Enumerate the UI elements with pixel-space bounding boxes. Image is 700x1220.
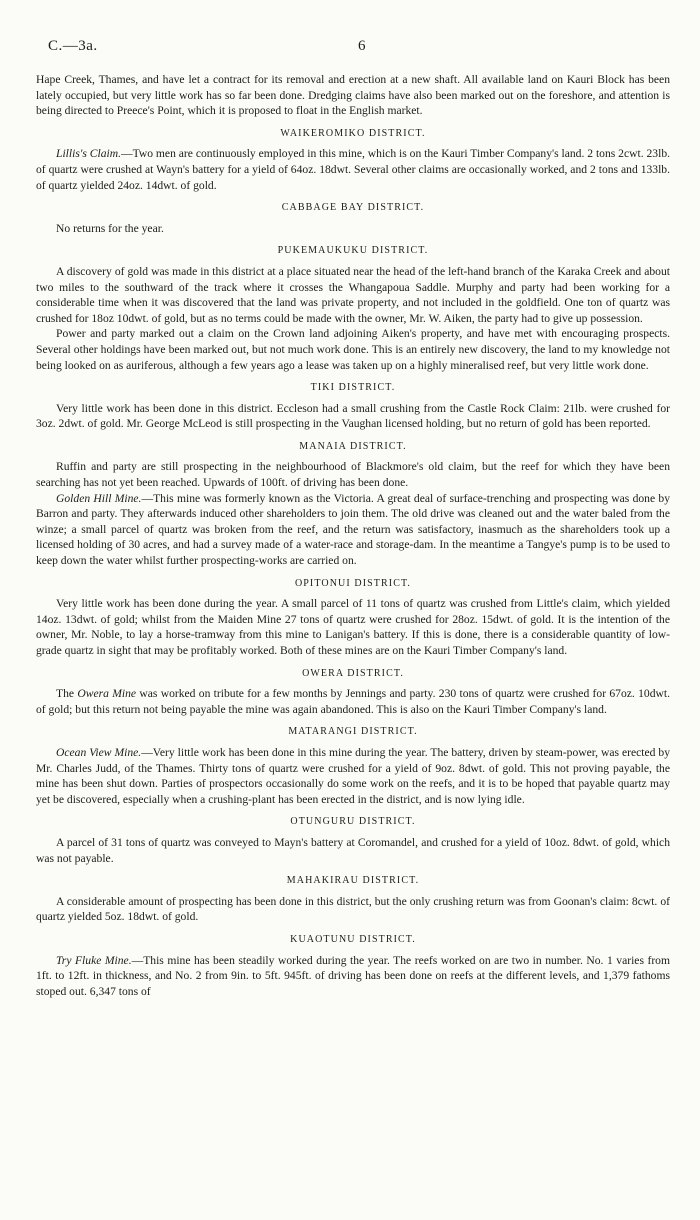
paragraph-text: —Very little work has been done in this mine during the year. The battery, driven by steam-power, was erected by Mr. Charles Judd, of the Thames. Thirty tons of quartz were crushed for a yield of 9oz. 8dwt. of gold. This not proving payable, the mine has been shut down. Parties of prospectors occasionally do some work on the reefs, and it is to be hoped that payable quartz may yet be discovered, especially when a crushing-plant has been erected in the district, and is now lying idle. <box>36 745 670 806</box>
paragraph <box>36 401 670 432</box>
paragraph <box>36 146 670 193</box>
paragraph-text: No returns for the year. <box>56 221 164 235</box>
paragraph <box>36 835 670 866</box>
paragraph <box>36 264 670 326</box>
paragraph <box>36 221 670 237</box>
paragraph-text: was worked on tribute for a few months by Jennings and party. 230 tons of quartz were crushed for 67oz. 10dwt. of gold; but this return not being payable the mine was again abandoned. This is also on the Kauri Timber Company's land. <box>36 687 670 716</box>
paragraph-text: A considerable amount of prospecting has been done in this district, but the only crushing return was from Goonan's claim: 8cwt. of quartz yielded 5oz. 18dwt. of gold. <box>36 894 670 924</box>
page-header <box>36 38 670 72</box>
paragraph <box>36 491 670 569</box>
district-heading: CABBAGE BAY DISTRICT. <box>281 202 425 214</box>
district-heading: OTUNGURU DISTRICT. <box>290 816 416 828</box>
district-heading: PUKEMAUKUKU DISTRICT. <box>277 245 429 257</box>
page-number: 6 <box>358 38 366 54</box>
paragraph-text: A parcel of 31 tons of quartz was conveyed to Mayn's battery at Coromandel, and crushed for a yield of 10oz. 8dwt. of gold, which was not payable. <box>36 835 670 865</box>
paragraph-pre-text: The <box>56 687 78 701</box>
district-heading: TIKI DISTRICT. <box>310 382 396 394</box>
district-heading: MATARANGI DISTRICT. <box>288 726 418 738</box>
paragraph <box>36 72 670 119</box>
mine-name: Golden Hill Mine. <box>56 491 142 505</box>
district-heading: OWERA DISTRICT. <box>302 667 404 679</box>
paragraph-text: Ruffin and party are still prospecting in the neighbourhood of Blackmore's old claim, but the reef for which they have been searching has not yet been reached. Upwards of 100ft. of driving has been done. <box>36 460 670 490</box>
district-heading: WAIKEROMIKO DISTRICT. <box>280 127 426 139</box>
mine-name: Try Fluke Mine. <box>56 953 132 967</box>
report-reference: C.—3a. <box>48 38 98 54</box>
paragraph <box>36 326 670 373</box>
paragraph-text: Hape Creek, Thames, and have let a contract for its removal and erection at a new shaft. All available land on Kauri Block has been lately occupied, but very little work has so far been done. Dredging claims have also been marked out on the foreshore, and attention is being directed to Preece's Point, which it is proposed to float in the English market. <box>36 73 670 118</box>
district-heading: MAHAKIRAU DISTRICT. <box>286 875 420 887</box>
district-heading: OPITONUI DISTRICT. <box>294 577 412 589</box>
paragraph <box>36 596 670 658</box>
mine-name: Owera Mine <box>77 687 137 701</box>
paragraph <box>36 459 670 490</box>
paragraph <box>36 686 670 717</box>
paragraph-text: —Two men are continuously employed in this mine, which is on the Kauri Timber Company's land. 2 tons 2cwt. 23lb. of quartz were crushed at Wayn's battery for a yield of 64oz. 18dwt. Several other claims are occasionally worked, and 2 tons and 133lb. of quartz yielded 24oz. 14dwt. of gold. <box>36 147 671 192</box>
mine-name: Lillis's Claim. <box>56 147 121 161</box>
paragraph-text: —This mine was formerly known as the Victoria. A great deal of surface-trenching and prospecting was done by Barron and party. They afterwards induced other shareholders to join them. The old drive was cleaned out and the water baled from the winze; a small parcel of quartz was broken from the reef, and the return was satisfactory, inasmuch as the shareholders took up a licensed holding of 30 acres, and had a survey made of a water-race and storage-dam. In the meantime a Tangye's pump is to be used to keep down the water whilst further prospecting-works are carried on. <box>36 491 670 568</box>
paragraph <box>36 894 670 925</box>
district-heading: MANAIA DISTRICT. <box>299 440 407 452</box>
paragraph <box>36 953 670 1000</box>
district-heading: KUAOTUNU DISTRICT. <box>290 933 416 945</box>
paragraph-text: Very little work has been done in this district. Eccleson had a small crushing from the Castle Rock Claim: 21lb. were crushed for 3oz. 2dwt. of gold. Mr. George McLeod is still prospecting in the Vaughan licensed holding, but no return of gold has been reported. <box>36 401 670 431</box>
paragraph-text: A discovery of gold was made in this district at a place situated near the head of the left-hand branch of the Karaka Creek and about two miles to the southward of the track where it crosses the Whangapoua Saddle. Murphy and party had been working for a considerable time when it was discovered that the land was private property, and not included in the goldfield. One ton of quartz was crushed for 18oz 10dwt. of gold, but as no terms could be made with the owner, Mr. W. Aiken, the party had to give up possession. <box>36 264 670 325</box>
paragraph-text: Power and party marked out a claim on the Crown land adjoining Aiken's property, and have met with encouraging prospects. Several other holdings have been marked out, but not much work done. This is an entirely new discovery, the land to my knowledge not being looked on as auriferous, although a few years ago a lease was taken up on a highly mineralised reef, but very little work done. <box>36 327 670 372</box>
paragraph-text: —This mine has been steadily worked during the year. The reefs worked on are two in number. No. 1 varies from 1ft. to 12ft. in thickness, and No. 2 from 9in. to 5ft. 945ft. of driving has been done on reefs at the different levels, and 1,379 fathoms stoped out. 6,347 tons of <box>36 953 671 998</box>
paragraph-text: Very little work has been done during the year. A small parcel of 11 tons of quartz was crushed from Little's claim, which yielded 14oz. 13dwt. of gold; whilst from the Maiden Mine 27 tons of quartz were crushed for 28oz. 15dwt. of gold. It is the intention of the owner, Mr. Noble, to lay a horse-tramway from this mine to Lanigan's battery. If this is done, there is a considerable quantity of low-grade quartz in sight that may be profitably worked. Both of these mines are on the Kauri Timber Company's land. <box>36 597 670 657</box>
mine-name: Ocean View Mine. <box>56 745 142 759</box>
paragraph <box>36 745 670 807</box>
document-body <box>36 72 670 999</box>
